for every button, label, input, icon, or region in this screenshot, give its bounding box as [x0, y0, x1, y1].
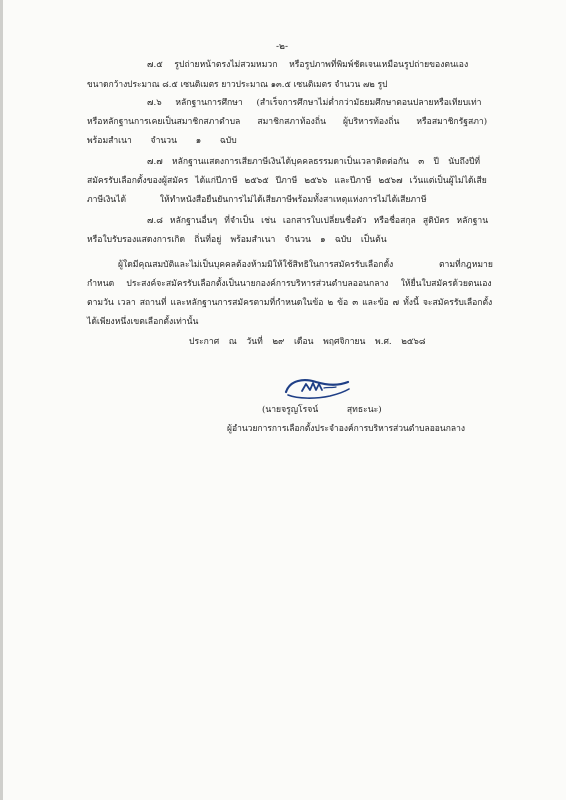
item-7-7-line-1: ๗.๗ หลักฐานแสดงการเสียภาษีเงินได้บุคคลธรรมดาเป็นเวลาติดต่อกัน ๓ ปี นับถึงปีที่	[147, 157, 481, 167]
signer-name: (นายจรูญโรจน์ สุทธะนะ)	[262, 405, 382, 415]
item-7-6-line-2: หรือหลักฐานการเคยเป็นสมาชิกสภาตำบล สมาชิกสภาท้องถิ่น ผู้บริหารท้องถิ่น หรือสมาชิกรัฐสภา)	[87, 117, 488, 127]
paragraph-line-2: กำหนด ประสงค์จะสมัครรับเลือกตั้งเป็นนายกองค์การบริหารส่วนตำบลออนกลาง ให้ยื่นใบสมัครด้วยตนเอง	[87, 279, 492, 289]
page-edge-shadow	[0, 0, 3, 800]
item-7-6-line-1: ๗.๖ หลักฐานการศึกษา (สำเร็จการศึกษาไม่ต่ำกว่ามัธยมศึกษาตอนปลายหรือเทียบเท่า	[147, 98, 482, 108]
announce-date-line: ประกาศ ณ วันที่ ๒๙ เดือน พฤศจิกายน พ.ศ. ๒๕๖๘	[189, 337, 426, 347]
item-7-8-line-2: หรือใบรับรองแสดงการเกิด ถิ่นที่อยู่ พร้อมสำเนา จำนวน ๑ ฉบับ เป็นต้น	[87, 235, 387, 245]
item-7-8-line-1: ๗.๘ หลักฐานอื่นๆ ที่จำเป็น เช่น เอกสารใบเปลี่ยนชื่อตัว หรือชื่อสกุล สูติบัตร หลักฐาน	[147, 216, 489, 226]
item-7-7-line-3: ภาษีเงินได้ ให้ทำหนังสือยืนยันการไม่ได้เสียภาษีพร้อมทั้งสาเหตุแห่งการไม่ได้เสียภาษี	[87, 195, 427, 205]
paragraph-line-4: ได้เพียงหนึ่งเขตเลือกตั้งเท่านั้น	[87, 317, 199, 327]
signer-title: ผู้อำนวยการการเลือกตั้งประจำองค์การบริหารส่วนตำบลออนกลาง	[227, 424, 466, 434]
item-7-7-line-2: สมัครรับเลือกตั้งของผู้สมัคร ได้แก่ปีภาษี ๒๕๖๕ ปีภาษี ๒๕๖๖ และปีภาษี ๒๕๖๗ เว้นแต่เป็นผู้ไม่ได้เสีย	[87, 176, 487, 186]
paragraph-line-3: ตามวัน เวลา สถานที่ และหลักฐานการสมัครตามที่กำหนดในข้อ ๒ ข้อ ๓ และข้อ ๗ ทั้งนี้ จะสมัครรับเลือกตั้ง	[87, 298, 493, 308]
item-7-5-line-1: ๗.๕ รูปถ่ายหน้าตรงไม่สวมหมวก หรือรูปภาพที่พิมพ์ชัดเจนเหมือนรูปถ่ายของตนเอง	[147, 60, 469, 70]
paragraph-line-1: ผู้ใดมีคุณสมบัติและไม่เป็นบุคคลต้องห้ามมิให้ใช้สิทธิในการสมัครรับเลือกตั้ง ตามที่กฎหมาย	[118, 260, 493, 270]
page-number: -๒-	[276, 42, 289, 52]
item-7-6-line-3: พร้อมสำเนา จำนวน ๑ ฉบับ	[87, 136, 237, 146]
item-7-5-line-2: ขนาดกว้างประมาณ ๘.๕ เซนติเมตร ยาวประมาณ ๑๓.๕ เซนติเมตร จำนวน ๗๒ รูป	[87, 79, 388, 89]
